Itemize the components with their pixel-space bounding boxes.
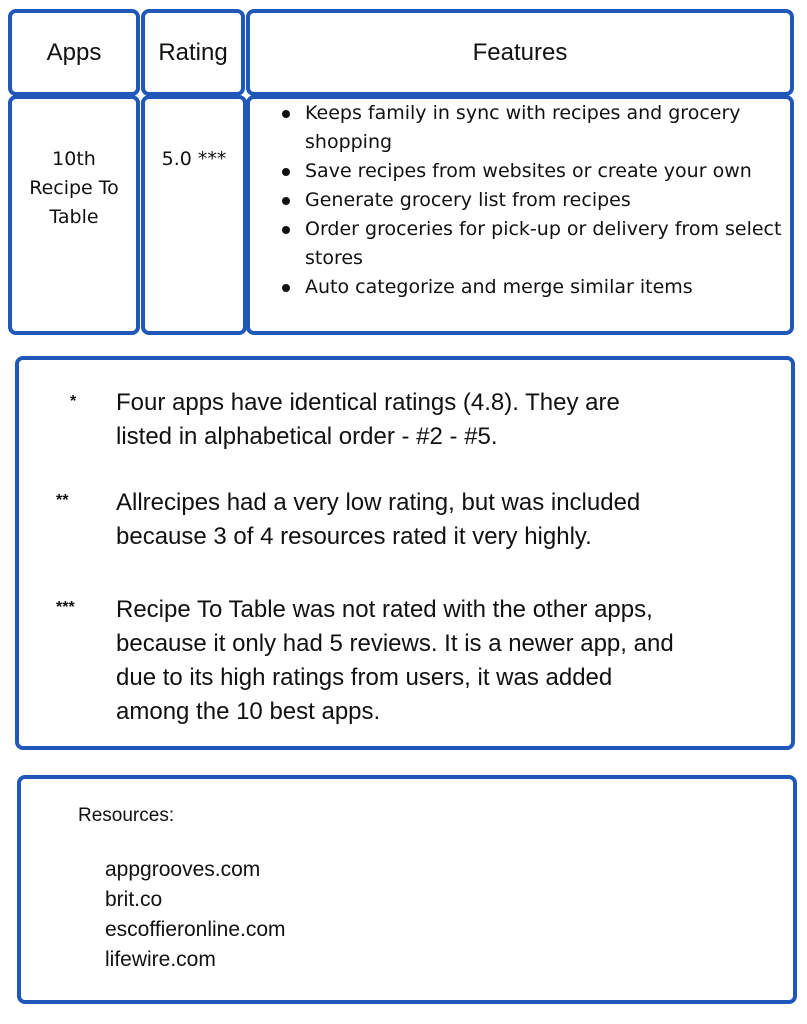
resource-item: appgrooves.com [105,858,261,881]
note-text-3: Recipe To Table was not rated with the other apps, because it only had 5 reviews. It is a newer app, and due to its high ratings from users, it was added among the 10 best apps. [116,596,674,725]
note-marker-3: *** [56,599,75,616]
app-name-line-1: 10th [52,148,96,170]
features-header-cell [246,9,794,96]
feature-item: Generate grocery list from recipes [305,186,807,215]
app-name-cell [8,95,140,335]
app-name-line-3: Table [49,206,99,228]
features-header: Features [472,38,568,66]
resource-item: escoffieronline.com [105,918,286,941]
feature-item: Auto categorize and merge similar items [305,273,807,302]
features-cell [246,95,794,335]
resources-box [17,775,797,1004]
resources-list [105,855,286,975]
resource-item: lifewire.com [105,948,216,971]
feature-item: Order groceries for pick-up or delivery from select stores [305,215,807,273]
rating-value: 5.0 *** [161,148,227,170]
note-marker-2: ** [56,492,69,509]
notes-box [15,356,795,750]
note-text-2: Allrecipes had a very low rating, but was included because 3 of 4 resources rated it very highly. [116,489,641,550]
rating-cell [141,95,247,335]
resource-item: brit.co [105,888,163,911]
note-text-1: Four apps have identical ratings (4.8). They are listed in alphabetical order - #2 - #5. [116,389,620,450]
resources-title: Resources: [78,805,175,826]
apps-header: Apps [46,38,102,66]
apps-header-cell [8,9,140,96]
note-marker-1: * [70,393,77,410]
feature-item: Save recipes from websites or create your own [305,157,807,186]
rating-header-cell [141,9,245,96]
features-list [278,99,807,302]
feature-item: Keeps family in sync with recipes and grocery shopping [305,99,807,157]
app-name-line-2: Recipe To [29,177,119,199]
rating-header: Rating [158,38,228,66]
